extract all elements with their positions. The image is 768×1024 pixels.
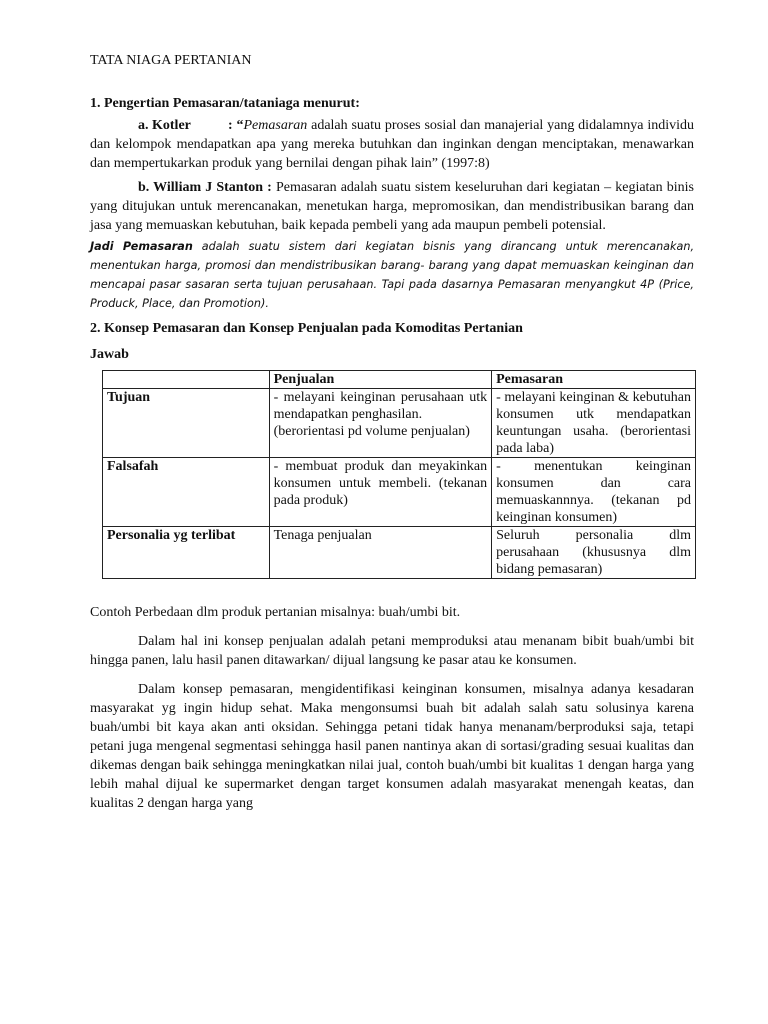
table-header-cell: Penjualan (269, 371, 492, 389)
conclusion-lead: Jadi Pemasaran (90, 240, 193, 253)
table-cell: - melayani keinginan & kebutuhan konsumen utk mendapatkan keuntungan usaha. (berorientasi pada laba) (492, 389, 696, 458)
table-cell (269, 389, 492, 458)
paragraph-pemasaran: Dalam konsep pemasaran, mengidentifikasi keinginan konsumen, misalnya adanya kesadaran masyarakat yg ingin hidup sehat. Maka mengonsumsi buah bit adalah salah satu solusinya karena buah/umbi bit kaya akan anti oksidan. Sehingga petani tidak hanya menanam/berproduksi saja, tetapi petani juga mengenal segmentasi sehingga hasil panen nantinya akan di sortasi/grading sesuai kualitas dan dikemas dengan baik sehingga meningkatkan nilai jual, contoh buah/umbi bit kualitas 1 dengan harga yang lebih mahal dijual ke supermarket dengan target konsumen adalah masyarakat menengah keatas, dan kualitas 2 dengan harga yang (90, 682, 694, 811)
kotler-definition (90, 116, 694, 173)
stanton-label: b. William J Stanton : (138, 180, 272, 195)
conclusion-text: adalah suatu sistem dari kegiatan bisnis yang dirancang untuk merencanakan, menentukan harga, promosi dan mendistribusikan barang- barang yang dapat memuaskan keinginan dan mencapai pasar sasaran serta tujuan perusahaan. Tapi pada dasarnya Pemasaran menyangkut 4P (Price, Produck, Place, dan Promotion). (90, 240, 694, 310)
row-label: Falsafah (103, 458, 270, 527)
stanton-text: Pemasaran adalah suatu sistem keseluruhan dari kegiatan – kegiatan binis yang ditujukan untuk merencanakan, menetukan harga, mepromosikan, dan mendistribusikan barang dan jasa yang memuaskan kebutuhan, baik kepada pembeli yang ada maupun pembeli potensial. (90, 180, 694, 233)
section-1-heading: 1. Pengertian Pemasaran/tataniaga menurut: (90, 96, 360, 111)
row-label: Tujuan (103, 389, 270, 458)
table-row (103, 389, 696, 458)
table-row (103, 458, 696, 527)
conclusion-paragraph (90, 237, 694, 313)
document-content (90, 51, 694, 813)
stanton-definition (90, 178, 694, 235)
table-header-cell: Pemasaran (492, 371, 696, 389)
kotler-term: Pemasaran (243, 118, 308, 133)
answer-label: Jawab (90, 347, 129, 362)
section-2-heading: 2. Konsep Pemasaran dan Konsep Penjualan pada Komoditas Pertanian (90, 321, 523, 336)
table-header-row (103, 371, 696, 389)
table-cell: Tenaga penjualan (269, 527, 492, 579)
table-cell: - membuat produk dan meyakinkan konsumen untuk membeli. (tekanan pada produk) (269, 458, 492, 527)
document-title: TATA NIAGA PERTANIAN (90, 53, 252, 68)
kotler-text: adalah suatu proses sosial dan manajerial yang didalamnya individu dan kelompok mendapatkan apa yang mereka butuhkan dan inginkan dengan menciptakan, menawarkan dan mempertukarkan produk yang bernilai dengan pihak lain” (1997:8) (90, 118, 694, 171)
cell-text: - melayani keinginan perusahaan utk mendapatkan penghasilan. (273, 390, 488, 422)
table-row (103, 527, 696, 579)
comparison-table (102, 370, 696, 579)
example-line: Contoh Perbedaan dlm produk pertanian misalnya: buah/umbi bit. (90, 605, 461, 620)
kotler-colon: : “ (228, 118, 244, 133)
row-label: Personalia yg terlibat (103, 527, 270, 579)
table-cell: - menentukan keinginan konsumen dan cara memuaskannnya. (tekanan pd keinginan konsumen) (492, 458, 696, 527)
paragraph-penjualan: Dalam hal ini konsep penjualan adalah petani memproduksi atau menanam bibit buah/umbi bit hingga panen, lalu hasil panen ditawarkan/ dijual langsung ke pasar atau ke konsumen. (90, 634, 694, 668)
kotler-label: a. Kotler (138, 118, 191, 133)
table-header-cell (103, 371, 270, 389)
cell-note: (berorientasi pd volume penjualan) (273, 424, 470, 439)
table-cell: Seluruh personalia dlm perusahaan (khususnya dlm bidang pemasaran) (492, 527, 696, 579)
